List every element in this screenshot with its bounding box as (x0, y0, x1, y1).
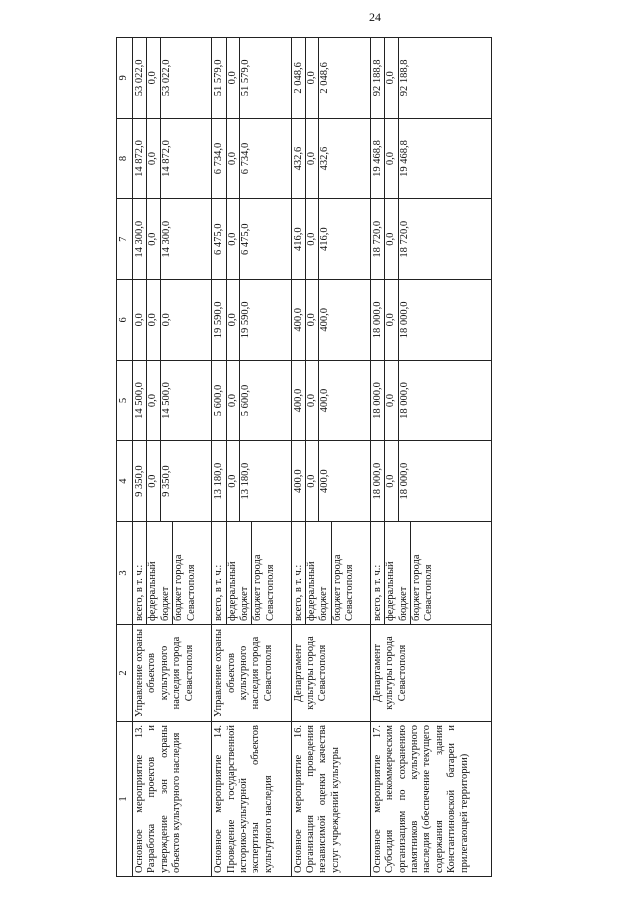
table-row (291, 38, 370, 877)
value: 400,0 (319, 388, 331, 413)
value: 2 048,6 (319, 62, 331, 94)
value-cell (212, 360, 291, 441)
value-cell (133, 280, 212, 361)
value: 53 022,0 (134, 38, 147, 118)
value: 0,0 (147, 119, 160, 199)
table-row (212, 38, 291, 877)
value: 14 500,0 (160, 382, 172, 419)
value: 51 579,0 (240, 59, 252, 97)
value: 0,0 (385, 361, 398, 441)
value-cell (212, 38, 291, 119)
value: 18 720,0 (398, 220, 410, 258)
value: 19 590,0 (213, 280, 226, 360)
table-header-row (117, 38, 133, 877)
value: 2 048,6 (293, 38, 306, 118)
source-label: бюджет города Севастополя (173, 554, 197, 621)
value: 18 000,0 (372, 441, 385, 521)
source-label: всего, в т. ч.: (293, 522, 306, 624)
value-cell (291, 199, 370, 280)
source-label: федеральный бюджет (227, 522, 253, 624)
source-label: всего, в т. ч.: (213, 522, 226, 624)
value: 0,0 (227, 441, 240, 521)
source-label: всего, в т. ч.: (134, 522, 147, 624)
value: 0,0 (306, 441, 319, 521)
value: 13 180,0 (213, 441, 226, 521)
value: 18 000,0 (398, 382, 410, 419)
executor-cell: Департамент культуры города Севастополя (291, 625, 370, 722)
value: 0,0 (227, 119, 240, 199)
value-cell (291, 38, 370, 119)
table-row (370, 38, 491, 877)
header-col-8: 8 (117, 118, 133, 199)
value: 14 300,0 (134, 199, 147, 279)
value: 400,0 (293, 361, 306, 441)
value: 0,0 (134, 280, 147, 360)
source-label: федеральный бюджет (306, 522, 332, 624)
value: 19 468,8 (398, 140, 410, 177)
value: 5 600,0 (213, 361, 226, 441)
value-cell (370, 118, 491, 199)
source-label: всего, в т. ч.: (372, 522, 385, 624)
value: 92 188,8 (372, 38, 385, 118)
value-cell (291, 280, 370, 361)
value: 0,0 (385, 38, 398, 118)
page-number: 24 (369, 10, 381, 24)
value: 18 720,0 (372, 199, 385, 279)
value: 9 350,0 (160, 465, 172, 497)
value-cell (370, 280, 491, 361)
value: 0,0 (227, 361, 240, 441)
table-row (133, 38, 212, 877)
value: 0,0 (147, 280, 160, 360)
event-cell: Основное мероприятие 14. Проведение государственной историко-культурной экспертизы объектов культурного наследия (212, 722, 291, 877)
value: 14 300,0 (160, 220, 172, 258)
value: 6 734,0 (240, 142, 252, 175)
value: 0,0 (306, 199, 319, 279)
value: 0,0 (306, 280, 319, 360)
header-col-3: 3 (117, 522, 133, 625)
value: 0,0 (385, 199, 398, 279)
value-cell (291, 441, 370, 522)
value: 0,0 (306, 119, 319, 199)
header-col-6: 6 (117, 280, 133, 361)
source-label: федеральный бюджет (385, 522, 411, 624)
value: 19 590,0 (240, 301, 252, 339)
budget-table (116, 37, 492, 877)
source-cell (370, 522, 491, 625)
value-cell (291, 118, 370, 199)
value: 0,0 (227, 199, 240, 279)
source-label: бюджет города Севастополя (252, 554, 276, 621)
event-cell: Основное мероприятие 13. Разработка проектов и утверждение зон охраны объектов культурного наследия (133, 722, 212, 877)
value-cell (212, 441, 291, 522)
value: 416,0 (293, 199, 306, 279)
value: 0,0 (385, 119, 398, 199)
value: 14 500,0 (134, 361, 147, 441)
event-cell: Основное мероприятие 17. Субсидия некоммерческим организациям по сохранению памятников культурного наследия (обеспечение текущего содержания здания Константиновской батареи и прилегающей территории) (370, 722, 491, 877)
value: 0,0 (306, 361, 319, 441)
value: 0,0 (147, 199, 160, 279)
event-cell: Основное мероприятие 16. Организация проведения независимой оценки качества услуг учреждений культуры (291, 722, 370, 877)
value-cell (370, 38, 491, 119)
source-cell (133, 522, 212, 625)
value: 18 000,0 (398, 301, 410, 339)
value: 14 872,0 (160, 140, 172, 177)
value: 0,0 (227, 38, 240, 118)
value: 6 475,0 (213, 199, 226, 279)
value-cell (370, 360, 491, 441)
value: 9 350,0 (134, 441, 147, 521)
value-cell (212, 280, 291, 361)
value: 0,0 (306, 38, 319, 118)
value: 18 000,0 (372, 361, 385, 441)
value: 400,0 (319, 469, 331, 493)
value-cell (133, 360, 212, 441)
value: 6 734,0 (213, 119, 226, 199)
value-cell (212, 199, 291, 280)
executor-cell: Управление охраны объектов культурного наследия города Севастополя (133, 625, 212, 722)
value: 0,0 (385, 280, 398, 360)
value: 432,6 (293, 119, 306, 199)
value-cell (133, 199, 212, 280)
source-label: бюджет города Севастополя (411, 554, 435, 621)
value-cell (370, 199, 491, 280)
value: 0,0 (147, 441, 160, 521)
source-cell (291, 522, 370, 625)
header-col-4: 4 (117, 441, 133, 522)
value: 6 475,0 (240, 223, 252, 255)
value-cell (212, 118, 291, 199)
header-col-5: 5 (117, 360, 133, 441)
value-cell (133, 118, 212, 199)
value-cell (291, 360, 370, 441)
value: 0,0 (147, 361, 160, 441)
source-cell (212, 522, 291, 625)
value: 0,0 (147, 38, 160, 118)
header-col-7: 7 (117, 199, 133, 280)
source-label: федеральный бюджет (147, 522, 173, 624)
value: 14 872,0 (134, 119, 147, 199)
header-col-1: 1 (117, 722, 133, 877)
header-col-9: 9 (117, 38, 133, 119)
source-label: бюджет города Севастополя (331, 554, 356, 621)
value: 416,0 (319, 227, 331, 252)
value: 51 579,0 (213, 38, 226, 118)
value-cell (133, 441, 212, 522)
value-cell (370, 441, 491, 522)
value: 0,0 (160, 313, 172, 327)
value: 5 600,0 (240, 384, 252, 417)
value: 18 000,0 (372, 280, 385, 360)
executor-cell: Департамент культуры города Севастополя (370, 625, 491, 722)
value: 0,0 (227, 280, 240, 360)
value: 53 022,0 (160, 59, 172, 97)
value-cell (133, 38, 212, 119)
value: 92 188,8 (398, 59, 410, 97)
rotated-table-container (116, 37, 492, 877)
value: 18 000,0 (398, 462, 410, 500)
value: 19 468,8 (372, 119, 385, 199)
value: 400,0 (319, 308, 331, 332)
value: 432,6 (319, 146, 331, 171)
value: 400,0 (293, 441, 306, 521)
value: 13 180,0 (240, 462, 252, 500)
header-col-2: 2 (117, 625, 133, 722)
value: 0,0 (385, 441, 398, 521)
executor-cell: Управление охраны объектов культурного наследия города Севастополя (212, 625, 291, 722)
value: 400,0 (293, 280, 306, 360)
